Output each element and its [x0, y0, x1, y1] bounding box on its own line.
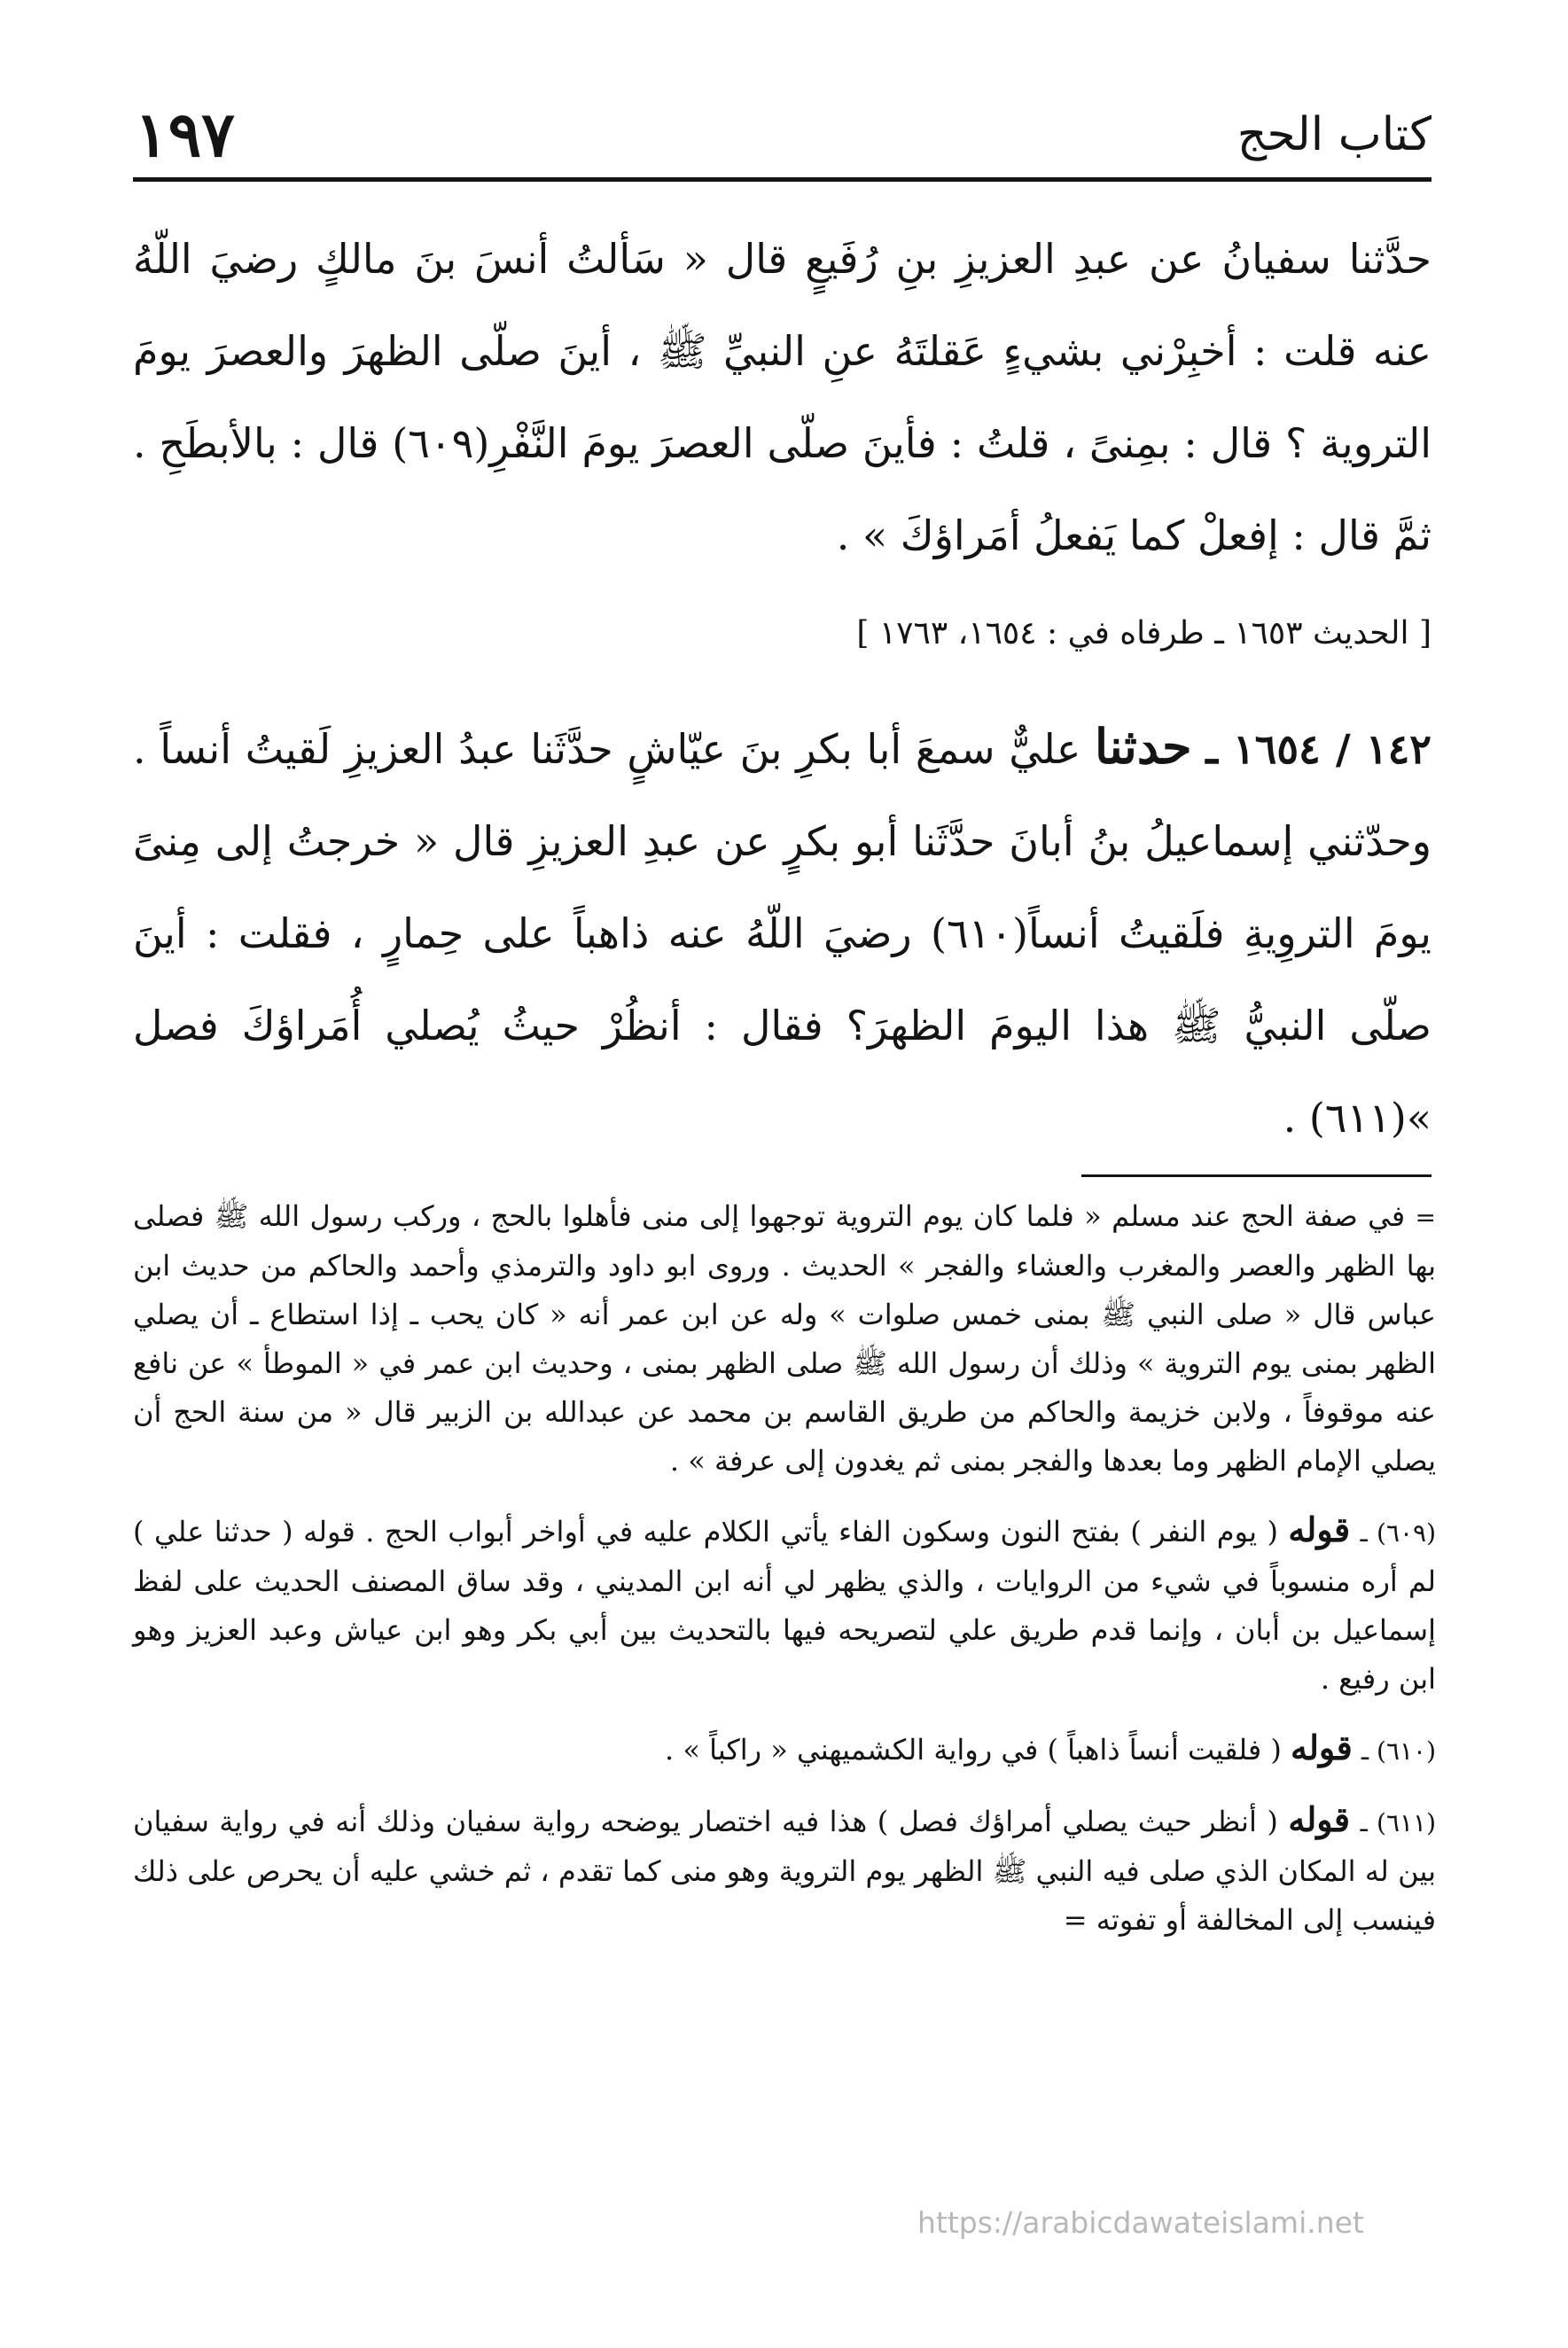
- page-number: ١٩٧: [135, 98, 235, 171]
- footnote-marker: (٦١١) ـ: [1360, 1808, 1437, 1837]
- hadith-entry: [133, 700, 1431, 1164]
- footnote-keyword: قوله: [1290, 1728, 1353, 1767]
- running-title: كتاب الحج: [1236, 108, 1431, 161]
- page-header: [133, 98, 1431, 174]
- footnote-keyword: قوله: [1288, 1799, 1351, 1839]
- footnote-marker: (٦٠٩) ـ: [1360, 1518, 1437, 1548]
- footnote-text: ( يوم النفر ) بفتح النون وسكون الفاء يأتي الكلام عليه في أواخر أبواب الحج . قوله ( حدثنا علي ) لم أره منسوباً في شيء من الروايات ، والذي يظهر لي أنه ابن المديني ، وقد ساق المصنف الحديث على لفظ إسماعيل بن أبان ، وإنما قدم طريق علي لتصريحه فيها بالتحديث بين أبي بكر وهو ابن عياش وعبد العزيز وهو ابن رفيع .: [133, 1515, 1437, 1696]
- hadith-keyword: حدثنا: [1095, 718, 1192, 775]
- footnote-marker: (٦١٠) ـ: [1361, 1736, 1436, 1766]
- footnote-text: ( أنظر حيث يصلي أمراؤك فصل ) هذا فيه اختصار يوضحه رواية سفيان وذلك أنه في رواية سفيان بين له المكان الذي صلى فيه النبي ﷺ الظهر يوم التروية وهو منى كما تقدم ، ثم خشي عليه أن يحرص على ذلك فينسب إلى المخالفة أو تفوته =: [133, 1805, 1436, 1937]
- footnotes: [133, 1192, 1436, 1964]
- hadith-number: ١٤٢ / ١٦٥٤ ـ: [1205, 725, 1431, 773]
- hadith-text: عليٌّ سمعَ أبا بكرِ بنَ عيّاشٍ حدَّثَنا عبدُ العزيزِ لَقيتُ أنساً . وحدّثني إسماعيلُ بنُ أبانَ حدَّثَنا أبو بكرٍ عن عبدِ العزيزِ قال « خرجتُ إلى مِنىً يومَ التروِيةِ فلَقيتُ أنساً(٦١٠) رضيَ اللّهُ عنه ذاهباً على حِمارٍ ، فقلت : أينَ صلّى النبيُّ ﷺ هذا اليومَ الظهرَ؟ فقال : أنظُرْ حيثُ يُصلي أُمَراؤكَ فصل »(٦١١) .: [133, 725, 1431, 1142]
- footnote-keyword: قوله: [1288, 1509, 1351, 1549]
- footnote: [133, 1795, 1436, 1945]
- header-rule: [133, 177, 1431, 182]
- footnote-separator: [1081, 1174, 1431, 1177]
- footnote: [133, 1723, 1436, 1775]
- footnote: [133, 1505, 1436, 1704]
- hadith-cross-reference: [ الحديث ١٦٥٣ ـ طرفاه في : ١٦٥٤، ١٧٦٣ ]: [856, 615, 1431, 651]
- watermark-url: https://arabicdawateislami.net: [917, 2205, 1364, 2240]
- footnote-text: في صفة الحج عند مسلم « فلما كان يوم التروية توجهوا إلى منى فأهلوا بالحج ، وركب رسول الله ﷺ فصلى بها الظهر والعصر والمغرب والعشاء والفجر » الحديث . وروى ابو داود والترمذي وأحمد والحاكم من حديث ابن عباس قال « صلى النبي ﷺ بمنى خمس صلوات » وله عن ابن عمر أنه « كان يحب ـ إذا استطاع ـ أن يصلي الظهر بمنى يوم التروية » وذلك أن رسول الله ﷺ صلى الظهر بمنى ، وحديث ابن عمر في « الموطأ » عن نافع عنه موقوفاً ، ولابن خزيمة والحاكم من طريق القاسم بن محمد عن عبدالله بن الزبير قال « من سنة الحج أن يصلي الإمام الظهر وما بعدها والفجر بمنى ثم يغدون إلى عرفة » .: [133, 1199, 1437, 1478]
- footnote-marker: =: [1415, 1203, 1437, 1232]
- main-hadith-text: حدَّثنا سفيانُ عن عبدِ العزيزِ بنِ رُفَيعٍ قال « سَألتُ أنسَ بنَ مالكٍ رضيَ اللّهُ عنه قلت : أخبِرْني بشيءٍ عَقلتَهُ عنِ النبيِّ ﷺ ، أينَ صلّى الظهرَ والعصرَ يومَ التروية ؟ قال : بمِنىً ، قلتُ : فأينَ صلّى العصرَ يومَ النَّفْرِ(٦٠٩) قال : بالأبطَحِ . ثمَّ قال : إفعلْ كما يَفعلُ أمَراؤكَ » .: [133, 235, 1431, 559]
- footnote: [133, 1192, 1436, 1486]
- footnote-text: ( فلقيت أنساً ذاهباً ) في رواية الكشميهني « راكباً » .: [665, 1733, 1282, 1767]
